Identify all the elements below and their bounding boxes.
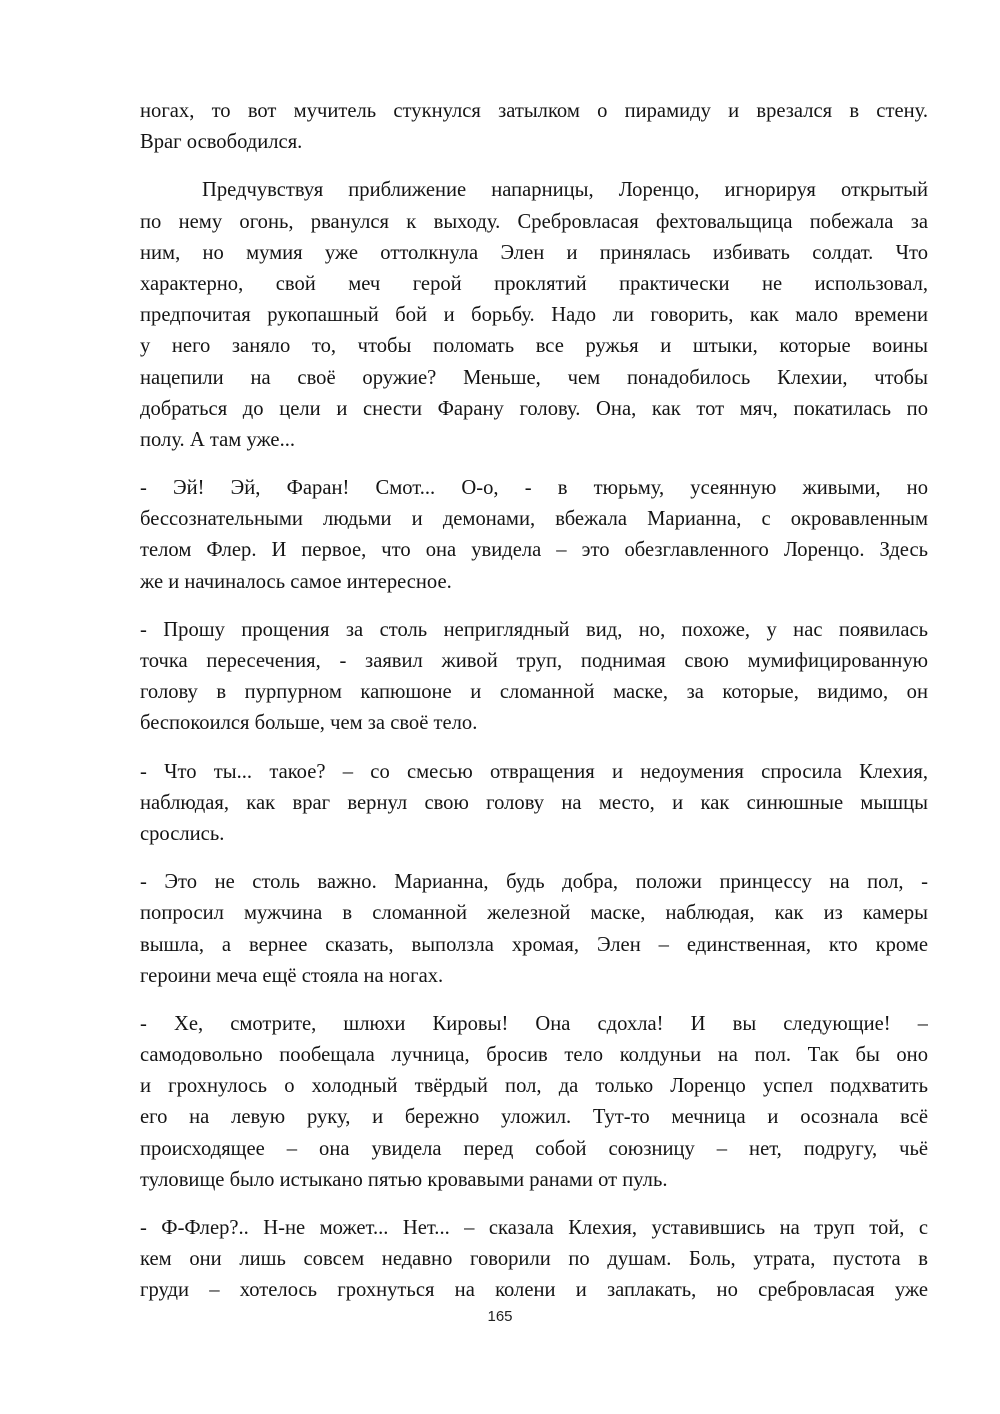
text-line: - Хе, смотрите, шлюхи Кировы! Она сдохла! И вы следующие! – [140, 1012, 928, 1035]
paragraph [140, 757, 928, 851]
text-line: груди – хотелось грохнуться на колени и заплакать, но сребровласая уже [140, 1279, 928, 1302]
paragraph-spacing [140, 598, 928, 615]
paragraph-spacing [140, 1196, 928, 1213]
paragraph [140, 96, 928, 158]
paragraph [140, 1213, 928, 1307]
text-line: характерно, свой меч герой проклятий практически не использовал, [140, 272, 928, 295]
text-line: - Эй! Эй, Фаран! Смот... О-о, - в тюрьму, усеянную живыми, но [140, 477, 928, 500]
text-line: кем они лишь совсем недавно говорили по душам. Боль, утрата, пустота в [140, 1248, 928, 1271]
paragraph-spacing [140, 158, 928, 175]
text-line: нацепили на своё оружие? Меньше, чем понадобилось Клехии, чтобы [140, 366, 928, 389]
text-line: же и начиналось самое интересное. [140, 570, 452, 593]
paragraph [140, 1009, 928, 1196]
text-line: вышла, а вернее сказать, выползла хромая, Элен – единственная, кто кроме [140, 933, 928, 956]
text-line: полу. А там уже... [140, 428, 296, 451]
text-line: героини меча ещё стояла на ногах. [140, 964, 444, 987]
page-number: 165 [487, 1308, 513, 1325]
text-line: ногах, то вот мучитель стукнулся затылком о пирамиду и врезался в стену. [140, 100, 928, 122]
text-line: бессознательными людьми и демонами, вбежала Марианна, с окровавленным [140, 508, 928, 531]
text-line: добраться до цели и снести Фарану голову. Она, как тот мяч, покатилась по [140, 397, 928, 420]
text-line: - Это не столь важно. Марианна, будь добра, положи принцессу на пол, - [140, 871, 928, 894]
paragraph [140, 175, 928, 456]
paragraph [140, 867, 928, 992]
text-line: Враг освободился. [140, 131, 303, 154]
body-text [140, 96, 928, 1307]
text-line: самодовольно пообещала лучница, бросив тело колдуньи на пол. Так бы оно [140, 1044, 928, 1067]
text-line: - Что ты... такое? – со смесью отвращения и недоумения спросила Клехия, [140, 760, 928, 783]
text-line: у него заняло то, чтобы поломать все ружья и штыки, которые воины [140, 335, 928, 358]
text-line: ним, но мумия уже оттолкнула Элен и принялась избивать солдат. Что [140, 241, 928, 264]
text-line: голову в пурпурном капюшоне и сломанной маске, за которые, видимо, он [140, 681, 928, 704]
text-line: телом Флер. И первое, что она увидела – это обезглавленного Лоренцо. Здесь [140, 539, 928, 562]
text-line: его на левую руку, и бережно уложил. Тут-то мечница и осознала всё [140, 1106, 928, 1129]
paragraph [140, 473, 928, 598]
paragraph-spacing [140, 740, 928, 757]
text-line: и грохнулось о холодный твёрдый пол, да только Лоренцо успел подхватить [140, 1075, 928, 1098]
paragraph-spacing [140, 850, 928, 867]
text-line: происходящее – она увидела перед собой союзницу – нет, подругу, чьё [140, 1137, 928, 1160]
text-line: беспокоился больше, чем за своё тело. [140, 712, 478, 735]
text-line: - Прошу прощения за столь неприглядный вид, но, похоже, у нас появилась [140, 618, 928, 641]
paragraph-spacing [140, 992, 928, 1009]
text-line: по нему огонь, рванулся к выходу. Сребровласая фехтовальщица побежала за [140, 210, 928, 233]
paragraph-spacing [140, 456, 928, 473]
text-line: наблюдая, как враг вернул свою голову на место, и как синюшные мышцы [140, 791, 928, 814]
text-line: срослись. [140, 822, 225, 845]
text-line: туловище было истыкано пятью кровавыми ранами от пуль. [140, 1168, 668, 1191]
text-line: точка пересечения, - заявил живой труп, поднимая свою мумифицированную [140, 650, 928, 672]
text-line: попросил мужчина в сломанной железной маске, наблюдая, как из камеры [140, 902, 928, 925]
text-line: предпочитая рукопашный бой и борьбу. Надо ли говорить, как мало времени [140, 304, 928, 327]
text-line: Предчувствуя приближение напарницы, Лоренцо, игнорируя открытый [202, 179, 928, 202]
text-line: - Ф-Флер?.. Н-не может... Нет... – сказала Клехия, уставившись на труп той, с [140, 1217, 928, 1239]
paragraph [140, 615, 928, 740]
